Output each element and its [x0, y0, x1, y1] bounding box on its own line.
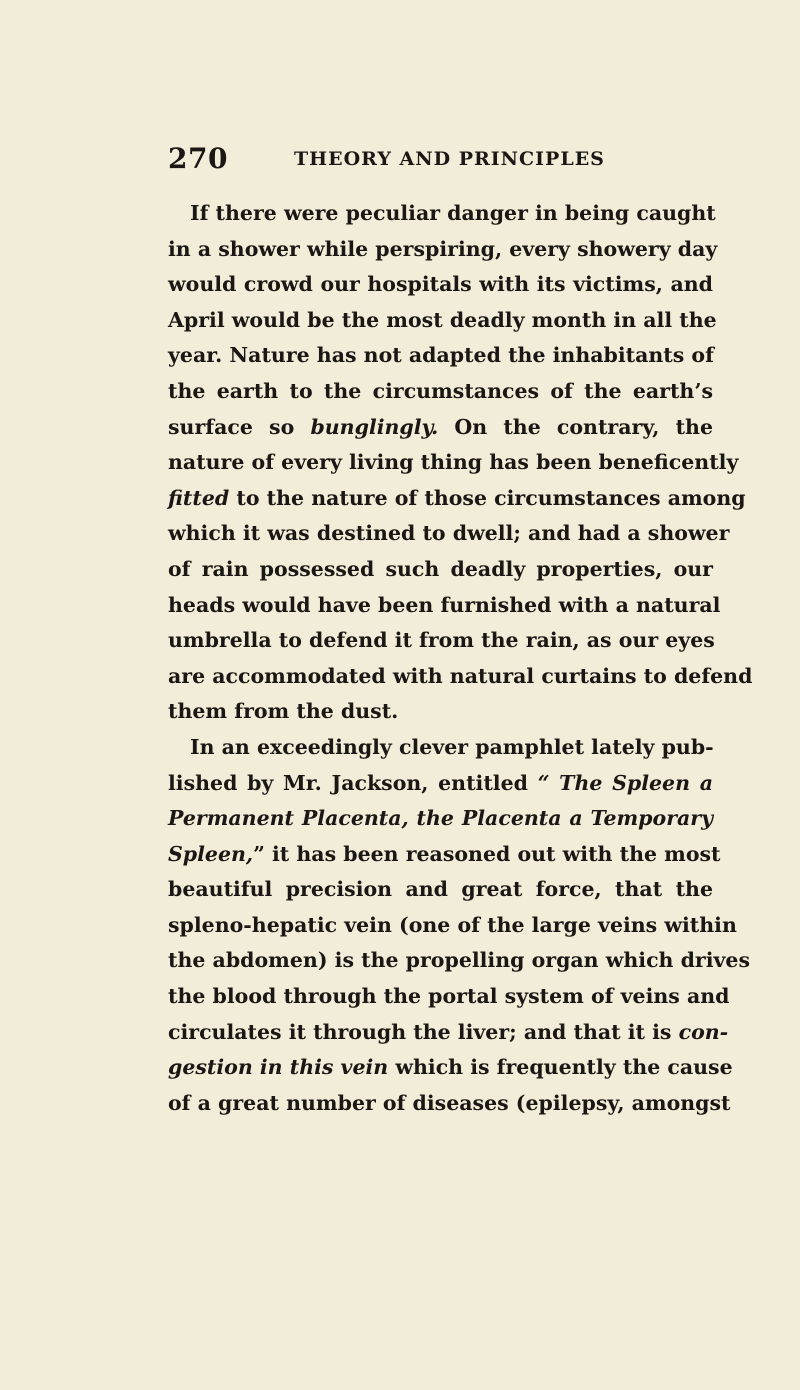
text-run: the blood through the portal system of veins and [168, 984, 730, 1009]
text-line [168, 374, 713, 410]
text-run: would crowd our hospitals with its victims, and [168, 272, 713, 297]
italic-text: fitted [168, 485, 230, 510]
text-run: which is frequently the cause [388, 1055, 733, 1080]
text-run: ” it has been reasoned out with the most [253, 841, 721, 866]
text-run: surface so [168, 414, 311, 439]
text-run: nature of every living thing has been beneficently [168, 450, 739, 475]
text-line [168, 837, 721, 873]
text-line [168, 303, 717, 339]
text-run: lished by Mr. Jackson, entitled [168, 770, 538, 795]
text-run: spleno-hepatic vein (one of the large veins within [168, 912, 737, 937]
italic-text: con- [678, 1019, 729, 1044]
text-run: year. Nature has not adapted the inhabitants of [168, 343, 714, 368]
italic-text: Spleen, [168, 841, 254, 866]
text-run: In an exceedingly clever pamphlet lately pub- [190, 734, 714, 759]
text-line [168, 623, 713, 659]
text-line [168, 694, 713, 730]
running-title: THEORY AND PRINCIPLES [294, 148, 605, 170]
text-line [168, 801, 713, 837]
text-run: April would be the most deadly month in all the [168, 307, 717, 332]
text-line [168, 1050, 733, 1086]
page-number: 270 [168, 142, 228, 175]
text-run: are accommodated with natural curtains to defend [168, 663, 753, 688]
text-line [168, 516, 730, 552]
text-run: them from the dust. [168, 699, 399, 724]
text-line [168, 872, 713, 908]
text-run: of rain possessed such deadly properties, our [168, 556, 713, 581]
text-run: heads would have been furnished with a natural [168, 592, 721, 617]
text-line [168, 552, 713, 588]
text-line [168, 766, 713, 802]
text-run: of a great number of diseases (epilepsy, amongst [168, 1090, 731, 1115]
text-run: which it was destined to dwell; and had a shower [168, 521, 730, 546]
running-head [168, 142, 748, 178]
text-run: umbrella to defend it from the rain, as our eyes [168, 628, 715, 653]
text-run: circulates it through the liver; and that it is [168, 1019, 679, 1044]
text-line [168, 730, 713, 766]
text-line [168, 481, 746, 517]
text-run: in a shower while perspiring, every showery day [168, 236, 718, 261]
text-run: On the contrary, the [438, 414, 713, 439]
text-run: the earth to the circumstances of the earth’s [168, 378, 713, 403]
text-line [168, 338, 713, 374]
text-line [168, 232, 718, 268]
text-line [168, 943, 751, 979]
text-line [168, 979, 730, 1015]
text-line [168, 1086, 731, 1122]
text-line [168, 1015, 729, 1051]
text-line [168, 588, 721, 624]
text-line [168, 659, 753, 695]
text-line [168, 267, 713, 303]
text-line [168, 196, 716, 232]
text-run: to the nature of those circumstances among [229, 485, 746, 510]
text-run: If there were peculiar danger in being caught [190, 201, 716, 225]
italic-text: gestion in this vein [168, 1055, 389, 1080]
body-text [168, 196, 753, 1121]
italic-text: Permanent Placenta, the Placenta a Temporary [168, 806, 713, 831]
text-line [168, 410, 713, 446]
text-line [168, 445, 739, 481]
text-run: the abdomen) is the propelling organ which drives [168, 948, 751, 973]
text-line [168, 908, 737, 944]
text-run: beautiful precision and great force, that the [168, 877, 713, 902]
italic-text: bunglingly. [310, 414, 439, 439]
italic-text: “ The Spleen a [537, 770, 713, 795]
